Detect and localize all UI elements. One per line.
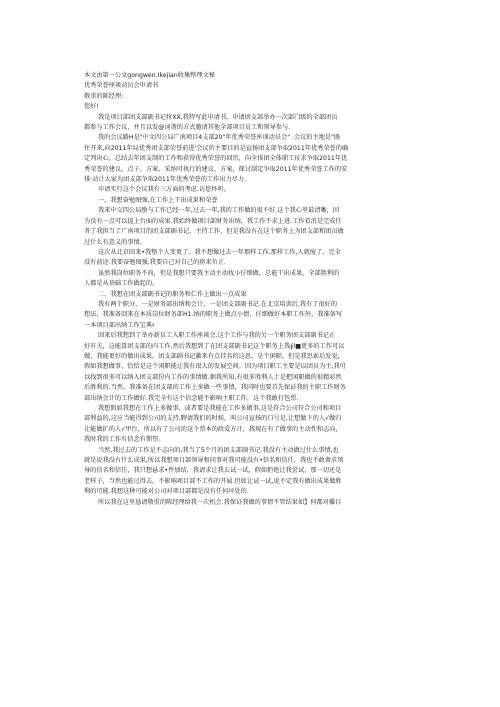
body-line: 虽然我岗位职务不尚，但是我想只要我主动主动找小仔细做，总能干出成果，全部胜利的 — [98, 269, 340, 277]
body-line: 没有前途.我要奋勉图强,我要自己对自己的将来负正. — [84, 259, 227, 267]
body-line: 就是说我没有什么成果,所以我想项目部领导和同事对我可能没有•信名和信任，我也不敢奢求领 — [84, 457, 344, 465]
body-line: 假如我想做事，恰恰是这个闲职能让我有很大的发展空间。因为项目职工主要是以团员为主,我可 — [84, 363, 346, 371]
body-line: 我时我的工作有信念有期望。 — [84, 436, 165, 444]
body-line: 我来中交四公局励与工作已经一年,过去一年,我的工作做的很不好.这个我心里最清晰，因 — [98, 207, 340, 215]
body-line: 导的信名和信任，我只想悬求•件加结，我请求让我去试一试，假如拒绝让我尝试，那一切还是 — [84, 467, 342, 475]
body-line: 好有关，这能算团支部的内工作.然后我想到了在团支部副书记这个职务上我∮Ⅰ■更多的工作可以 — [84, 342, 345, 350]
salutation: 敬重的陈经理: — [84, 92, 124, 100]
body-line: 做，我能更好的做出成果。团支部副书记激来有点挂名的这思，是个闲职，但是我思索后发觉， — [84, 352, 344, 360]
body-line: 过什么有意义的事情。 — [84, 238, 146, 246]
body-line: 所以我在这里恳请敬重的陈经理给我一次机会.我保证我做的事情不管结果如】何都对攥目 — [98, 498, 342, 506]
greeting: 您好! — [84, 103, 99, 111]
body-line: 回来后我想到了举办新员工入职工作座谈会.这个工作与我的另一个职务团支部副书记正 — [98, 332, 336, 340]
body-line: 利的可能.我想这种可能对公司对项目部都是没有任何坏处的. — [84, 488, 249, 496]
body-line: 以找到很多可以纳入团支部份内工作的事情做.据我所知,有很多胜利人士是把闲职做的很精彩然 — [84, 373, 342, 381]
body-line: 我想假如我想在工作上多做事，或者要是我能在工作多做事,这是符合公司符合公司和项目 — [98, 405, 342, 412]
body-line: 一本项目部出纳工作宝典♯ — [84, 321, 156, 329]
source-note: 本文由第一公文gongwen.Ikejian收集整理文秘 — [84, 72, 215, 79]
body-line: 部出纳会计的工作做好.我完全有这个信念能不影响主职工作，这个我敢打包票. — [84, 394, 299, 402]
document-page — [84, 71, 434, 508]
body-line: 部利益的,这应当能得到公司的支持,聘请我们的时候，叫公司宣扬的口号是,让想做下的人√做归 — [84, 415, 342, 423]
body-line: 老样子，当然也能过得去，不影响项目部不工作的开展.但如让试一试,说不定我有做出成果做胜 — [84, 477, 342, 485]
body-line: 为没有一点可以提上台面的成果.我始终做项目部财务出纳，我工作不求上进.工作看消是完成任 — [84, 217, 342, 225]
body-line: 这次从北京回来•我整个人变更了。我不想像过去一年那样工作,那样工作,人就废了，完全 — [98, 248, 341, 256]
body-line: 人都是从基础工作做起的。 — [84, 280, 159, 288]
body-line: 秀荣誉的建议、点子、方案，采纳可执行的建议、方案，探讨制定争取2011年优秀荣誉工作的安 — [84, 165, 348, 173]
body-line: 一、我想奋勉图强,在工作上干出成果和荣誉 — [98, 196, 218, 204]
body-line: 我的会议路H是"中文四公局广南项目4支部20"年优秀荣誉座谈动员会" .会议的主地是"既 — [98, 134, 341, 142]
body-line: 二、我想在团支部副书记的职务和仁作上做出一点成果 — [98, 290, 247, 298]
body-line: 申请实行这个会议我有三方面的考虑.访您怀听。 — [98, 186, 230, 194]
body-line: 我是项目部团支部副书记将XX,我特写此申请书，申请团支部举办一次部门级的全部团员 — [98, 113, 338, 121]
body-line: 当然,我过去的工作是不志向的,我当了5个月的团支部副书记.我没有主动做过什么事情,也 — [98, 446, 339, 454]
body-line: 想法，我准备回来在本质岗位财务部H1.纳的职务上做点小情，仔细做好本职工作外，我准备写 — [84, 311, 343, 319]
body-line: 往开来,向2011年局优秀团支部荣誉前进'会议的主要目的是宣扬团支部争取2011年优秀荣誉的确 — [84, 144, 349, 152]
body-text — [84, 113, 434, 508]
document-title: 优秀荣誉座谈动员会申请书 — [84, 82, 159, 90]
body-line: 排·动计大家为团支部争取2011年优秀荣誉的工作出力尽力. — [84, 176, 246, 184]
body-line: 务了我担当了广南项目的团支部副书记，主持工作，但是我没有在这个职务上为团支部和团员做 — [84, 228, 344, 236]
body-line: 后胜利的.当然，我准备在团支部的工作上多做一些事情，我同时也要首先保证我的主职工作财务 — [84, 384, 346, 392]
body-line: 让能做扩的人√甲台，所以有了公司的这个票本的政爱方计，我现在有了做事的主动性和志向， — [84, 425, 342, 433]
body-line: 我有两个职分，一是财务部出纳和会计，一是团支部副书记.在北京培训后,我有了很好的 — [98, 300, 338, 308]
body-line: 都参与工作会议，并且以发@词谐的方式邀请其他全部项目员工和领导参与. — [84, 124, 291, 132]
body-line: 定判决心，总结去年团支制的工作和获得优秀荣誉的回历，向全体团全体职工征求争取2011年优 — [84, 155, 348, 163]
